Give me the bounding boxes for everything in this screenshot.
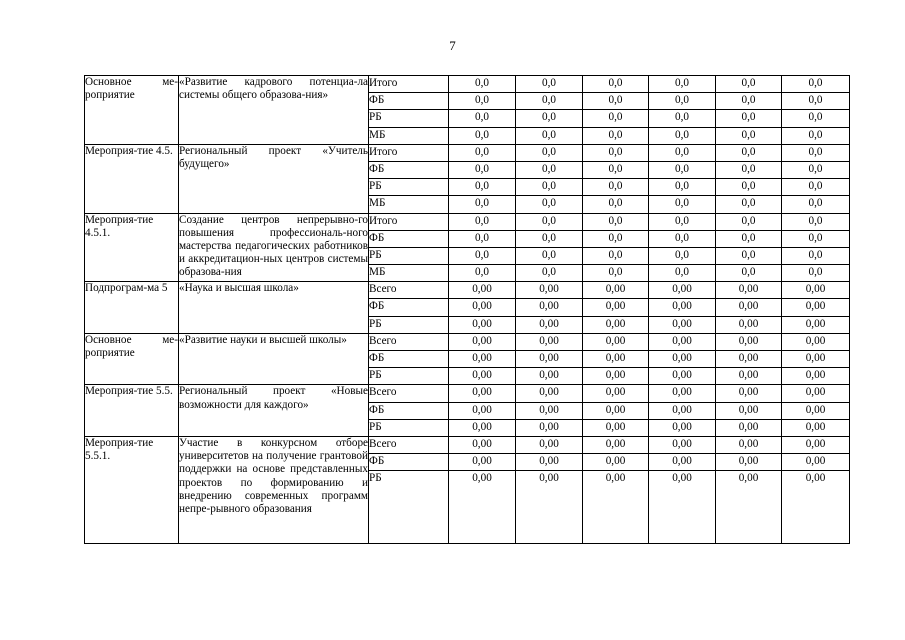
funding-source-cell: РБ — [369, 179, 449, 196]
value-cell: 0,00 — [583, 282, 649, 299]
value-cell: 0,00 — [782, 282, 850, 299]
funding-source-cell: Всего — [369, 333, 449, 350]
value-cell: 0,0 — [716, 265, 782, 282]
page-number: 7 — [449, 38, 456, 53]
program-name-cell: «Развитие кадрового потенциа-ла системы общего образова-ния» — [179, 76, 369, 145]
table-row — [85, 282, 850, 299]
value-cell: 0,00 — [716, 402, 782, 419]
value-cell: 0,0 — [516, 230, 583, 247]
value-cell: 0,0 — [716, 213, 782, 230]
value-cell: 0,0 — [516, 144, 583, 161]
value-cell: 0,00 — [449, 333, 516, 350]
value-cell: 0,00 — [583, 419, 649, 436]
value-cell: 0,0 — [449, 265, 516, 282]
value-cell: 0,00 — [449, 282, 516, 299]
value-cell: 0,00 — [449, 471, 516, 544]
funding-source-cell: Всего — [369, 436, 449, 453]
value-cell: 0,00 — [583, 333, 649, 350]
funding-source-cell: Итого — [369, 213, 449, 230]
value-cell: 0,00 — [649, 299, 716, 316]
funding-source-cell: ФБ — [369, 230, 449, 247]
value-cell: 0,00 — [782, 333, 850, 350]
value-cell: 0,00 — [782, 351, 850, 368]
value-cell: 0,0 — [516, 127, 583, 144]
value-cell: 0,00 — [516, 454, 583, 471]
value-cell: 0,0 — [449, 144, 516, 161]
value-cell: 0,0 — [649, 179, 716, 196]
value-cell: 0,00 — [716, 368, 782, 385]
value-cell: 0,00 — [716, 419, 782, 436]
value-cell: 0,0 — [516, 110, 583, 127]
value-cell: 0,00 — [716, 454, 782, 471]
value-cell: 0,00 — [649, 351, 716, 368]
value-cell: 0,00 — [516, 385, 583, 402]
program-code-cell: Мероприя-тие 4.5. — [85, 144, 179, 213]
value-cell: 0,0 — [716, 247, 782, 264]
value-cell: 0,00 — [782, 454, 850, 471]
value-cell: 0,0 — [782, 161, 850, 178]
value-cell: 0,0 — [583, 144, 649, 161]
funding-source-cell: РБ — [369, 368, 449, 385]
value-cell: 0,0 — [649, 196, 716, 213]
value-cell: 0,00 — [516, 471, 583, 544]
program-name-cell: Участие в конкурсном отборе университетов на получение грантовой поддержки на основе представленных проектов по формированию и внедрению современных программ непре-рывного образования — [179, 436, 369, 543]
value-cell: 0,0 — [516, 247, 583, 264]
value-cell: 0,00 — [716, 299, 782, 316]
value-cell: 0,0 — [583, 127, 649, 144]
value-cell: 0,0 — [583, 265, 649, 282]
value-cell: 0,00 — [649, 471, 716, 544]
value-cell: 0,00 — [516, 368, 583, 385]
value-cell: 0,0 — [516, 76, 583, 93]
value-cell: 0,00 — [716, 385, 782, 402]
value-cell: 0,0 — [782, 93, 850, 110]
value-cell: 0,00 — [782, 299, 850, 316]
funding-source-cell: РБ — [369, 110, 449, 127]
value-cell: 0,00 — [649, 368, 716, 385]
table-row — [85, 436, 850, 453]
value-cell: 0,00 — [649, 316, 716, 333]
table-row — [85, 213, 850, 230]
value-cell: 0,00 — [782, 368, 850, 385]
funding-source-cell: МБ — [369, 196, 449, 213]
budget-table — [84, 75, 850, 544]
value-cell: 0,00 — [716, 351, 782, 368]
value-cell: 0,00 — [583, 316, 649, 333]
value-cell: 0,0 — [716, 76, 782, 93]
value-cell: 0,00 — [516, 402, 583, 419]
value-cell: 0,0 — [782, 230, 850, 247]
value-cell: 0,0 — [716, 196, 782, 213]
funding-source-cell: ФБ — [369, 299, 449, 316]
value-cell: 0,00 — [716, 471, 782, 544]
value-cell: 0,00 — [649, 436, 716, 453]
value-cell: 0,0 — [716, 127, 782, 144]
value-cell: 0,0 — [782, 76, 850, 93]
value-cell: 0,00 — [782, 385, 850, 402]
value-cell: 0,0 — [649, 265, 716, 282]
table-row — [85, 144, 850, 161]
value-cell: 0,00 — [649, 402, 716, 419]
value-cell: 0,0 — [449, 196, 516, 213]
value-cell: 0,00 — [516, 351, 583, 368]
value-cell: 0,0 — [782, 265, 850, 282]
value-cell: 0,0 — [449, 110, 516, 127]
value-cell: 0,0 — [449, 247, 516, 264]
funding-source-cell: РБ — [369, 316, 449, 333]
value-cell: 0,00 — [516, 299, 583, 316]
funding-source-cell: Всего — [369, 385, 449, 402]
value-cell: 0,0 — [449, 93, 516, 110]
value-cell: 0,00 — [449, 351, 516, 368]
value-cell: 0,00 — [649, 282, 716, 299]
funding-source-cell: РБ — [369, 247, 449, 264]
value-cell: 0,0 — [516, 213, 583, 230]
value-cell: 0,0 — [716, 144, 782, 161]
value-cell: 0,0 — [716, 179, 782, 196]
value-cell: 0,0 — [649, 161, 716, 178]
value-cell: 0,0 — [449, 127, 516, 144]
value-cell: 0,0 — [583, 76, 649, 93]
funding-source-cell: ФБ — [369, 402, 449, 419]
value-cell: 0,0 — [649, 76, 716, 93]
value-cell: 0,0 — [449, 161, 516, 178]
value-cell: 0,00 — [516, 419, 583, 436]
table-row — [85, 385, 850, 402]
value-cell: 0,0 — [516, 161, 583, 178]
value-cell: 0,0 — [649, 213, 716, 230]
value-cell: 0,00 — [782, 471, 850, 544]
funding-source-cell: ФБ — [369, 93, 449, 110]
value-cell: 0,00 — [449, 454, 516, 471]
value-cell: 0,0 — [716, 230, 782, 247]
value-cell: 0,00 — [449, 436, 516, 453]
program-name-cell: «Развитие науки и высшей школы» — [179, 333, 369, 385]
value-cell: 0,00 — [716, 316, 782, 333]
value-cell: 0,0 — [516, 179, 583, 196]
value-cell: 0,00 — [782, 316, 850, 333]
value-cell: 0,00 — [449, 419, 516, 436]
value-cell: 0,0 — [716, 93, 782, 110]
funding-source-cell: Итого — [369, 144, 449, 161]
funding-source-cell: МБ — [369, 127, 449, 144]
funding-source-cell: РБ — [369, 471, 449, 544]
value-cell: 0,0 — [649, 144, 716, 161]
value-cell: 0,00 — [583, 385, 649, 402]
value-cell: 0,00 — [716, 282, 782, 299]
program-name-cell: «Наука и высшая школа» — [179, 282, 369, 334]
funding-source-cell: РБ — [369, 419, 449, 436]
value-cell: 0,00 — [516, 333, 583, 350]
value-cell: 0,00 — [782, 419, 850, 436]
value-cell: 0,00 — [716, 436, 782, 453]
table-row — [85, 76, 850, 93]
program-code-cell: Мероприя-тие 5.5. — [85, 385, 179, 437]
value-cell: 0,00 — [583, 351, 649, 368]
funding-source-cell: ФБ — [369, 161, 449, 178]
value-cell: 0,00 — [649, 454, 716, 471]
funding-source-cell: Всего — [369, 282, 449, 299]
value-cell: 0,00 — [782, 436, 850, 453]
program-code-cell: Подпрограм-ма 5 — [85, 282, 179, 334]
value-cell: 0,0 — [782, 127, 850, 144]
funding-source-cell: Итого — [369, 76, 449, 93]
value-cell: 0,0 — [782, 196, 850, 213]
funding-source-cell: ФБ — [369, 351, 449, 368]
program-name-cell: Региональный проект «Учитель будущего» — [179, 144, 369, 213]
value-cell: 0,00 — [516, 282, 583, 299]
program-code-cell: Мероприя-тие 4.5.1. — [85, 213, 179, 282]
value-cell: 0,0 — [449, 230, 516, 247]
value-cell: 0,0 — [649, 110, 716, 127]
funding-source-cell: МБ — [369, 265, 449, 282]
value-cell: 0,00 — [516, 316, 583, 333]
value-cell: 0,0 — [649, 247, 716, 264]
value-cell: 0,0 — [716, 110, 782, 127]
value-cell: 0,00 — [583, 454, 649, 471]
value-cell: 0,0 — [649, 127, 716, 144]
value-cell: 0,0 — [583, 110, 649, 127]
value-cell: 0,00 — [649, 385, 716, 402]
value-cell: 0,0 — [782, 247, 850, 264]
table-body — [85, 76, 850, 544]
value-cell: 0,00 — [583, 436, 649, 453]
table-row — [85, 333, 850, 350]
value-cell: 0,00 — [782, 402, 850, 419]
value-cell: 0,00 — [716, 333, 782, 350]
value-cell: 0,0 — [583, 247, 649, 264]
value-cell: 0,00 — [449, 299, 516, 316]
value-cell: 0,00 — [449, 402, 516, 419]
program-code-cell: Основное ме-роприятие — [85, 333, 179, 385]
value-cell: 0,0 — [649, 230, 716, 247]
value-cell: 0,00 — [583, 402, 649, 419]
value-cell: 0,0 — [782, 144, 850, 161]
value-cell: 0,0 — [583, 93, 649, 110]
value-cell: 0,00 — [583, 368, 649, 385]
value-cell: 0,00 — [649, 333, 716, 350]
value-cell: 0,0 — [782, 110, 850, 127]
value-cell: 0,0 — [449, 76, 516, 93]
value-cell: 0,00 — [449, 385, 516, 402]
value-cell: 0,00 — [449, 368, 516, 385]
value-cell: 0,0 — [583, 161, 649, 178]
value-cell: 0,0 — [649, 93, 716, 110]
value-cell: 0,0 — [449, 213, 516, 230]
program-code-cell: Мероприя-тие 5.5.1. — [85, 436, 179, 543]
value-cell: 0,0 — [716, 161, 782, 178]
value-cell: 0,0 — [516, 196, 583, 213]
funding-source-cell: ФБ — [369, 454, 449, 471]
value-cell: 0,0 — [782, 179, 850, 196]
value-cell: 0,0 — [583, 230, 649, 247]
value-cell: 0,0 — [516, 265, 583, 282]
value-cell: 0,0 — [449, 179, 516, 196]
program-name-cell: Создание центров непрерывно-го повышения профессиональ-ного мастерства педагогических работников и аккредитацион-ных центров системы образова-ния — [179, 213, 369, 282]
value-cell: 0,0 — [583, 179, 649, 196]
value-cell: 0,00 — [449, 316, 516, 333]
value-cell: 0,00 — [516, 436, 583, 453]
value-cell: 0,0 — [782, 213, 850, 230]
value-cell: 0,00 — [583, 299, 649, 316]
value-cell: 0,00 — [583, 471, 649, 544]
program-name-cell: Региональный проект «Новые возможности для каждого» — [179, 385, 369, 437]
value-cell: 0,0 — [583, 196, 649, 213]
program-code-cell: Основное ме-роприятие — [85, 76, 179, 145]
value-cell: 0,0 — [516, 93, 583, 110]
value-cell: 0,00 — [649, 419, 716, 436]
value-cell: 0,0 — [583, 213, 649, 230]
